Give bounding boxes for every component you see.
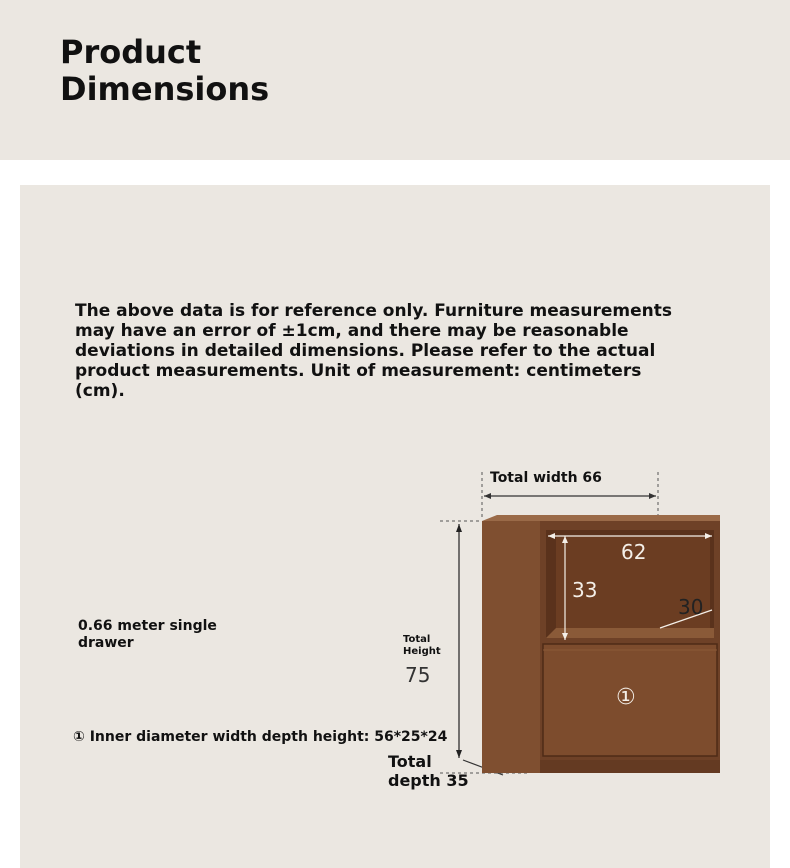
inner-width-value: 62 (621, 540, 647, 564)
total-depth-label: Total depth 35 (388, 752, 469, 790)
total-height-value: 75 (405, 663, 431, 687)
inner-dimension-note: ① Inner diameter width depth height: 56*25*24 (73, 729, 448, 745)
page-title: Product Dimensions (60, 33, 270, 108)
product-name: 0.66 meter single drawer (78, 618, 217, 651)
total-width-label: Total width 66 (490, 470, 602, 486)
cabinet (482, 515, 720, 773)
total-height-label: Total Height (403, 634, 441, 657)
disclaimer-text: The above data is for reference only. Furniture measurements may have an error of ±1cm, and there may be reasonable deviations in detailed dimensions. Please refer to the actual product measurements. Unit of measurement: centimeters (cm). (75, 301, 672, 401)
drawer-marker: ① (616, 685, 636, 710)
inner-height-value: 33 (572, 578, 598, 602)
inner-depth-value: 30 (678, 595, 704, 619)
